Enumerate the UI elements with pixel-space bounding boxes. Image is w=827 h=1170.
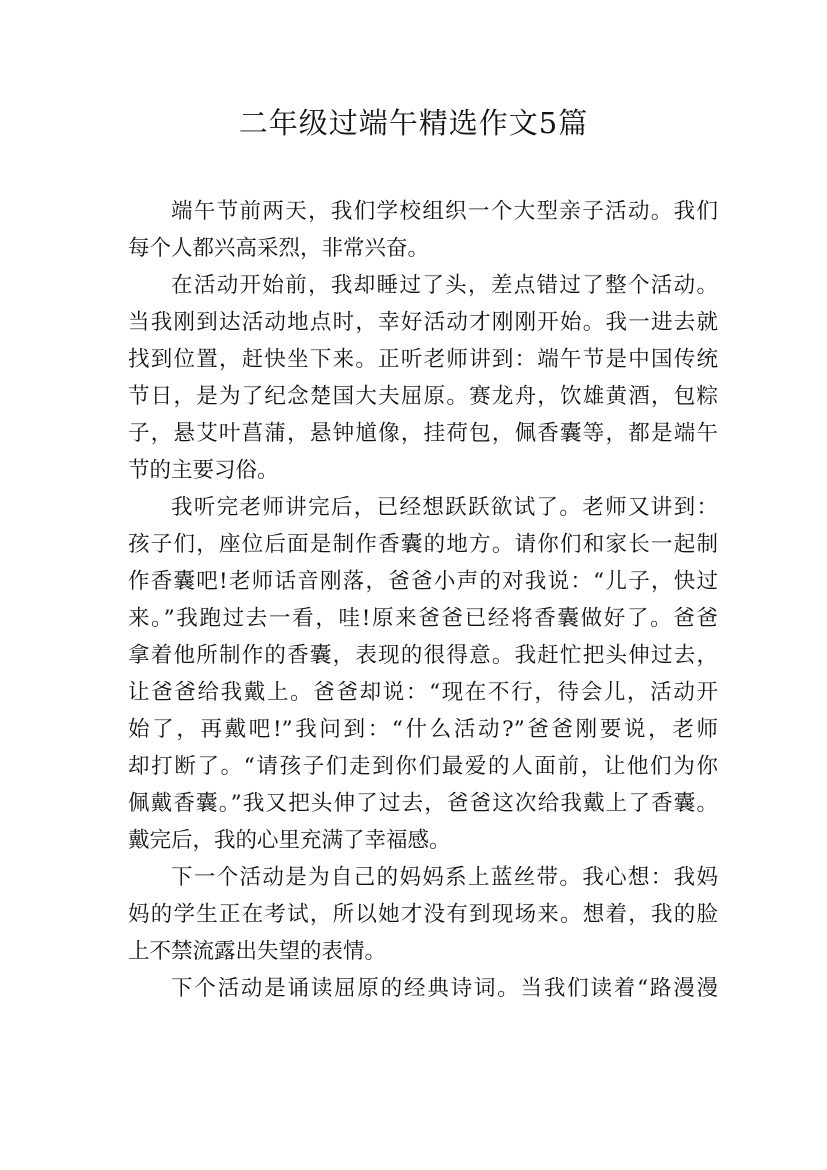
text-line: 孩子们，座位后面是制作香囊的地方。请你们和家长一起制	[128, 532, 718, 557]
text-line: 来。”我跑过去一看，哇!原来爸爸已经将香囊做好了。爸爸	[128, 606, 718, 631]
text-line: 端午节前两天，我们学校组织一个大型亲子活动。我们	[171, 199, 718, 224]
text-line: 下个活动是诵读屈原的经典诗词。当我们读着“路漫漫	[171, 976, 718, 1001]
text-line: 节的主要习俗。	[128, 458, 279, 483]
text-line: 节日，是为了纪念楚国大夫屈原。赛龙舟，饮雄黄酒，包粽	[128, 384, 718, 409]
text-line: 始了，再戴吧!”我问到：“什么活动?”爸爸刚要说，老师	[128, 717, 718, 742]
text-line: 妈的学生正在考试，所以她才没有到现场来。想着，我的脸	[128, 902, 718, 927]
text-line: 找到位置，赶快坐下来。正听老师讲到：端午节是中国传统	[128, 347, 718, 372]
text-line: 让爸爸给我戴上。爸爸却说：“现在不行，待会儿，活动开	[128, 680, 718, 705]
text-line: 佩戴香囊。”我又把头伸了过去，爸爸这次给我戴上了香囊。	[128, 791, 718, 816]
text-line: 我听完老师讲完后，已经想跃跃欲试了。老师又讲到：	[171, 495, 718, 520]
text-line: 戴完后，我的心里充满了幸福感。	[128, 828, 451, 853]
text-line: 上不禁流露出失望的表情。	[128, 939, 387, 964]
text-line: 每个人都兴高采烈，非常兴奋。	[128, 236, 430, 261]
text-line: 拿着他所制作的香囊，表现的很得意。我赶忙把头伸过去，	[128, 643, 718, 668]
text-line: 在活动开始前，我却睡过了头，差点错过了整个活动。	[171, 273, 718, 298]
document-title: 二年级过端午精选作文5篇	[238, 106, 589, 140]
text-line: 下一个活动是为自己的妈妈系上蓝丝带。我心想：我妈	[171, 865, 718, 890]
text-line: 子，悬艾叶菖蒲，悬钟馗像，挂荷包，佩香囊等，都是端午	[128, 421, 718, 446]
text-line: 却打断了。“请孩子们走到你们最爱的人面前，让他们为你	[128, 754, 718, 779]
document-body	[128, 193, 718, 1007]
text-line: 当我刚到达活动地点时，幸好活动才刚刚开始。我一进去就	[128, 310, 718, 335]
text-line: 作香囊吧!老师话音刚落，爸爸小声的对我说：“儿子，快过	[128, 569, 718, 594]
